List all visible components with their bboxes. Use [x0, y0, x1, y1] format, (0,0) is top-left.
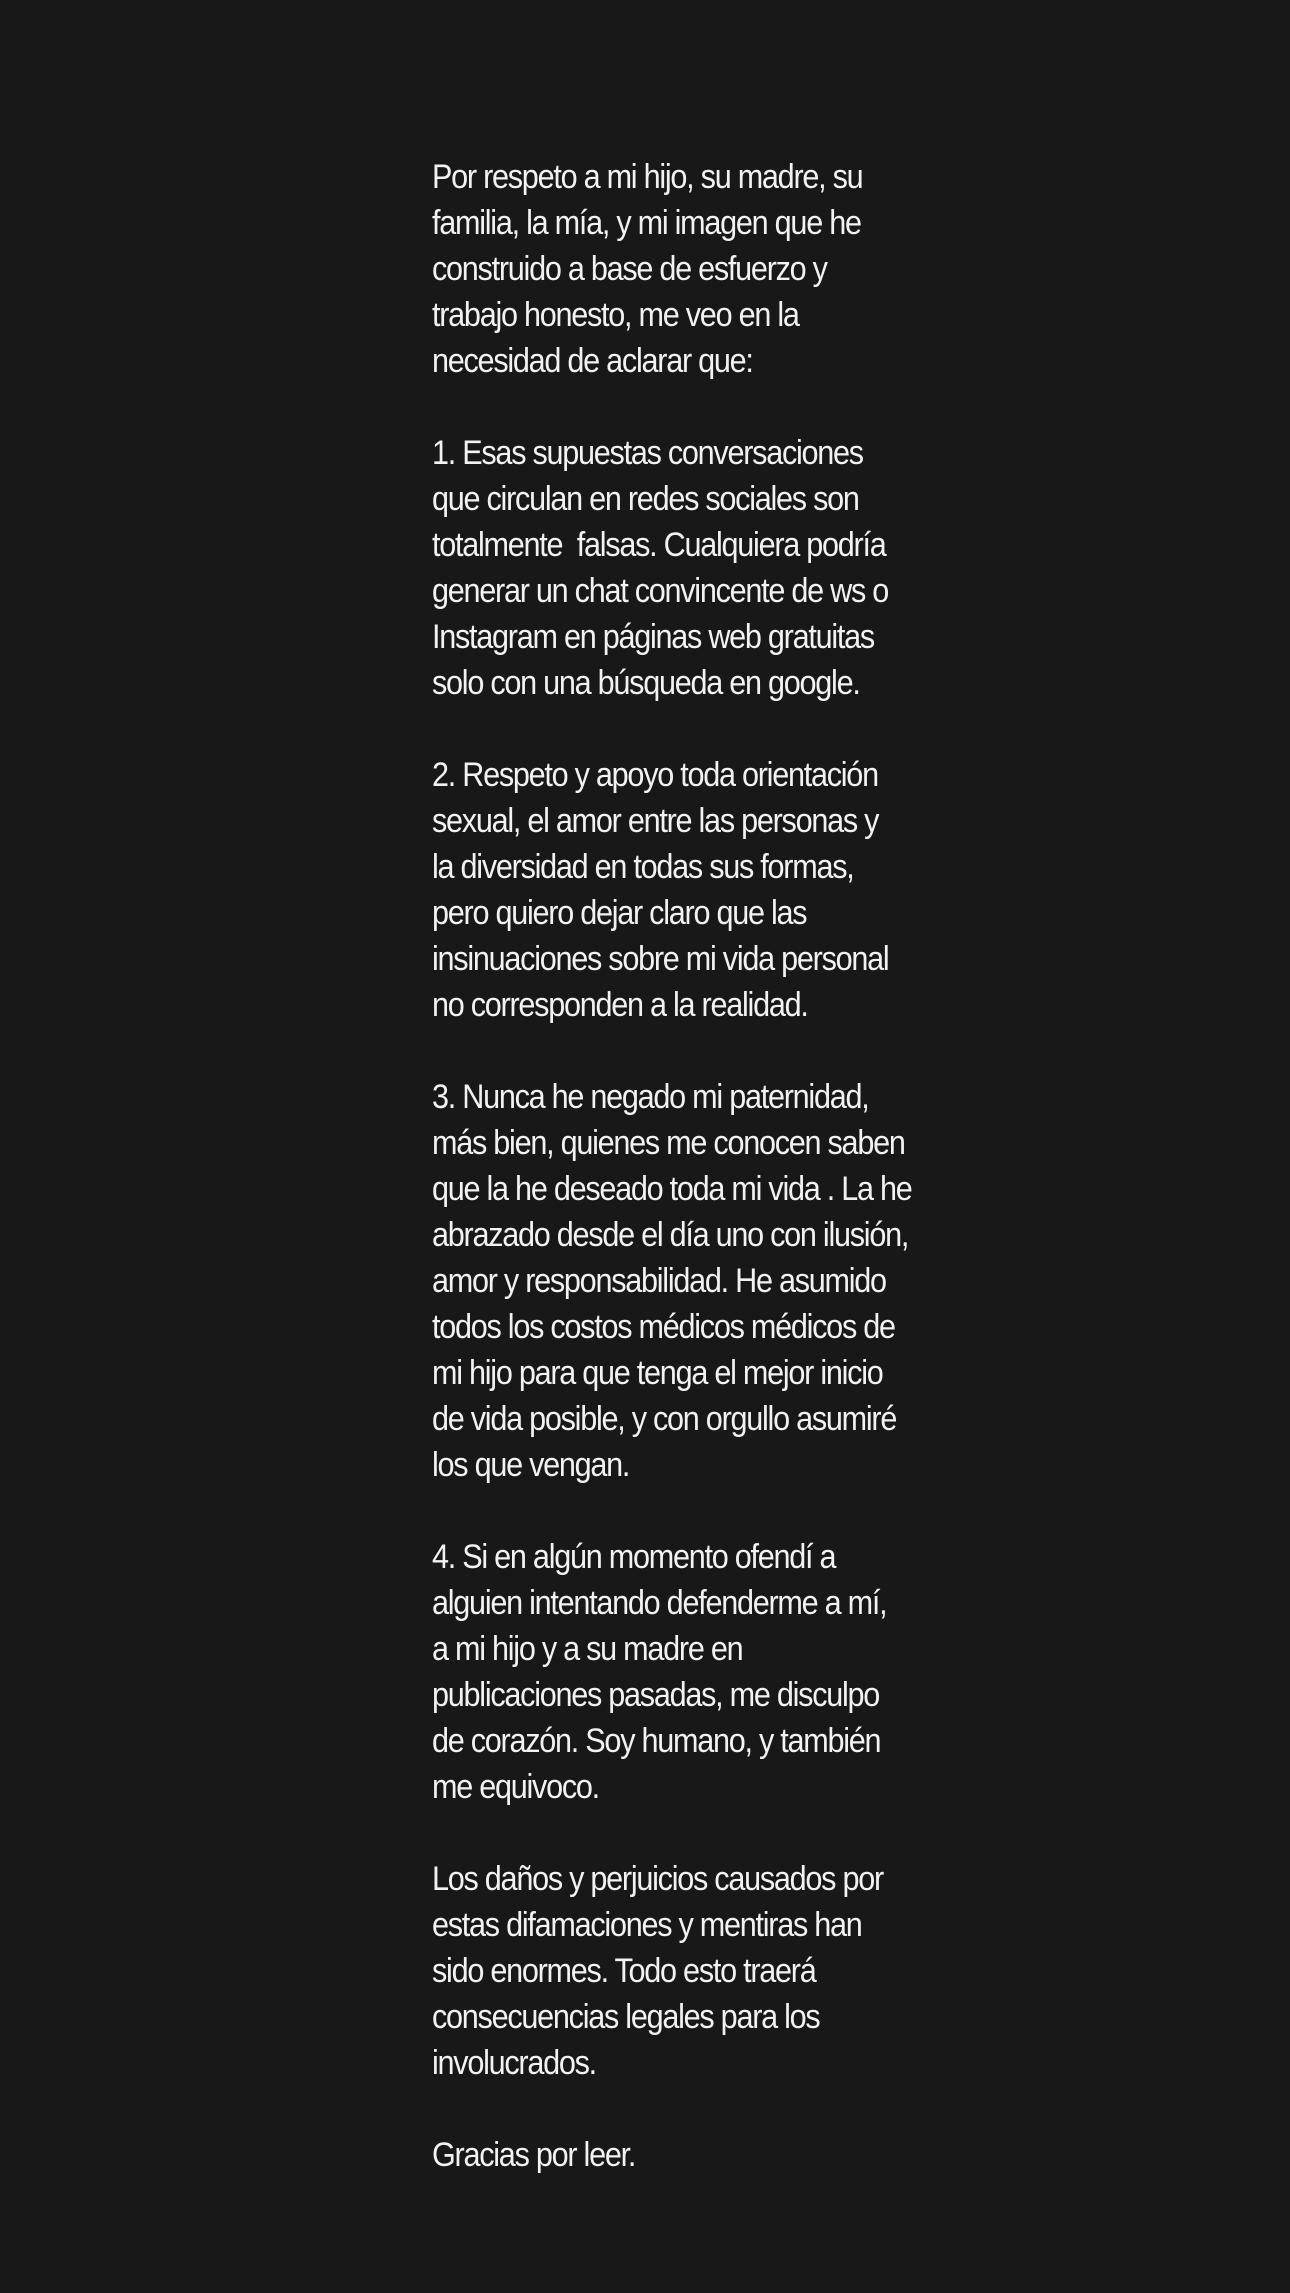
text-line: amor y responsabilidad. He asumido: [432, 1262, 886, 1300]
text-line: de corazón. Soy humano, y también: [432, 1722, 881, 1760]
text-line: 1. Esas supuestas conversaciones: [432, 434, 863, 472]
closing-paragraph: [432, 2132, 936, 2178]
text-line: involucrados.: [432, 2044, 596, 2082]
text-line: trabajo honesto, me veo en la: [432, 296, 799, 334]
text-line: mi hijo para que tenga el mejor inicio: [432, 1354, 883, 1392]
text-line: de vida posible, y con orgullo asumiré: [432, 1400, 897, 1438]
text-line: abrazado desde el día uno con ilusión,: [432, 1216, 909, 1254]
text-line: publicaciones pasadas, me disculpo: [432, 1676, 880, 1714]
text-line: todos los costos médicos médicos de: [432, 1308, 895, 1346]
text-line: totalmente falsas. Cualquiera podría: [432, 526, 886, 564]
text-line: construido a base de esfuerzo y: [432, 250, 827, 288]
point-1-paragraph: [432, 430, 936, 706]
text-line: estas difamaciones y mentiras han: [432, 1906, 862, 1944]
intro-paragraph: [432, 154, 936, 384]
point-3-paragraph: [432, 1074, 936, 1488]
text-line: Gracias por leer.: [432, 2136, 636, 2174]
statement-text: [432, 154, 936, 2178]
text-line: solo con una búsqueda en google.: [432, 664, 860, 702]
text-line: más bien, quienes me conocen saben: [432, 1124, 905, 1162]
text-line: me equivoco.: [432, 1768, 599, 1806]
text-line: alguien intentando defenderme a mí,: [432, 1584, 887, 1622]
text-line: sexual, el amor entre las personas y: [432, 802, 879, 840]
text-line: 2. Respeto y apoyo toda orientación: [432, 756, 878, 794]
text-line: 4. Si en algún momento ofendí a: [432, 1538, 836, 1576]
text-line: Los daños y perjuicios causados por: [432, 1860, 883, 1898]
text-line: 3. Nunca he negado mi paternidad,: [432, 1078, 869, 1116]
text-line: generar un chat convincente de ws o: [432, 572, 889, 610]
text-line: no corresponden a la realidad.: [432, 986, 808, 1024]
text-line: que circulan en redes sociales son: [432, 480, 859, 518]
point-4-paragraph: [432, 1534, 936, 1810]
point-2-paragraph: [432, 752, 936, 1028]
text-line: familia, la mía, y mi imagen que he: [432, 204, 861, 242]
text-line: consecuencias legales para los: [432, 1998, 820, 2036]
text-line: necesidad de aclarar que:: [432, 342, 753, 380]
text-line: los que vengan.: [432, 1446, 630, 1484]
text-line: insinuaciones sobre mi vida personal: [432, 940, 889, 978]
text-line: sido enormes. Todo esto traerá: [432, 1952, 816, 1990]
text-line: Instagram en páginas web gratuitas: [432, 618, 874, 656]
text-line: que la he deseado toda mi vida . La he: [432, 1170, 912, 1208]
text-line: Por respeto a mi hijo, su madre, su: [432, 158, 863, 196]
text-line: a mi hijo y a su madre en: [432, 1630, 743, 1668]
text-line: la diversidad en todas sus formas,: [432, 848, 854, 886]
damages-paragraph: [432, 1856, 936, 2086]
text-line: pero quiero dejar claro que las: [432, 894, 807, 932]
